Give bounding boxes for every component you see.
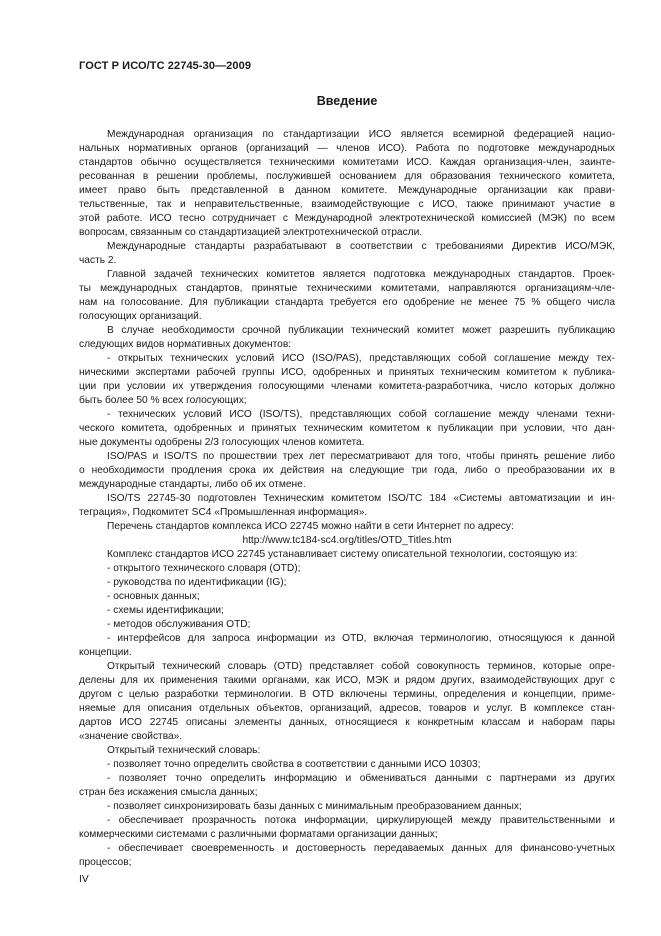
text-line: - технических условий ИСО (ISO/TS), представляющих собой соглашение между членами техни-: [107, 409, 615, 420]
text-line: Открытый технический словарь:: [107, 745, 261, 756]
text-line: - позволяет точно определить свойства в соответствии с данными ИСО 10303;: [107, 759, 481, 770]
text-line: - открытого технического словаря (OTD);: [107, 563, 301, 574]
text-line: делены для их применения такими органами, как ИСО, МЭК и рядом других, взаимодействующих друг с: [79, 675, 615, 686]
text-line: ции при условии их утверждения голосующими членами комитета-разработчика, число которых должно: [79, 381, 615, 392]
text-line: - руководства по идентификации (IG);: [107, 577, 287, 588]
text-line: - открытых технических условий ИСО (ISO/PAS), представляющих собой соглашение между тех-: [107, 353, 615, 364]
text-line: - методов обслуживания OTD;: [107, 619, 251, 630]
text-line: ISO/PAS и ISO/TS по прошествии трех лет пересматривают для того, чтобы принять решение либо: [107, 451, 615, 462]
text-line: http://www.tc184-sc4.org/titles/OTD_Titles.htm: [242, 535, 452, 546]
text-line: «значение свойства».: [79, 731, 183, 742]
text-line: теграция», Подкомитет SC4 «Промышленная информация».: [79, 507, 368, 518]
text-line: няемые для описания отдельных объектов, организаций, адресов, товаров и услуг. В комплексе стан-: [79, 703, 615, 714]
text-line: - основных данных;: [107, 591, 200, 602]
text-line: ческого комитета, одобренных и принятых техническим комитетом к публикации при условии, что дан-: [79, 423, 615, 434]
text-line: Открытый технический словарь (OTD) представляет собой совокупность терминов, которые опре-: [107, 661, 615, 672]
text-line: Международная организация по стандартизации ИСО является всемирной федерацией нацио-: [107, 129, 615, 140]
text-line: другом с целью разработки терминологии. В OTD включены термины, определения и концепции, приме-: [79, 689, 615, 700]
text-line: - позволяет синхронизировать базы данных с минимальным преобразованием данных;: [107, 801, 522, 812]
text-line: Перечень стандартов комплекса ИСО 22745 можно найти в сети Интернет по адресу:: [107, 521, 514, 532]
text-line: имеет право быть представленной в данном комитете. Международные организации как прави-: [79, 185, 615, 196]
text-line: международные стандарты, либо об их отмене.: [79, 479, 306, 490]
text-line: - обеспечивает прозрачность потока информации, циркулирующей между правительственными и: [107, 815, 615, 826]
text-line: ническими экспертами рабочей группы ИСО, одобренных и принятых техническим комитетом к публика-: [79, 367, 615, 378]
text-line: нальных нормативных органов (организаций — членов ИСО). Работа по подготовке международных: [79, 143, 615, 154]
text-line: ресованная в решении проблемы, послужившей основанием для образования технического комитета,: [79, 171, 615, 182]
text-line: стандартов обычно осуществляется техническими комитетами ИСО. Каждая организация-член, заинте-: [79, 157, 615, 168]
text-line: коммерческими системами с различными форматами организации данных;: [79, 829, 438, 840]
text-line: тельственные, так и неправительственные, взаимодействующие с ИСО, также принимают участие в: [79, 199, 615, 210]
text-line: Главной задачей технических комитетов является подготовка международных стандартов. Проек-: [107, 269, 615, 280]
text-line: - схемы идентификации;: [107, 605, 224, 616]
text-line: дартов ИСО 22745 описаны элементы данных, относящиеся к конкретным классам и наборам пары: [79, 717, 615, 728]
text-line: о необходимости продления срока их действия на следующие три года, либо о преобразовании их в: [79, 465, 615, 476]
text-line: - обеспечивает своевременность и достоверность передаваемых данных для финансово-учетных: [107, 843, 615, 854]
text-line: часть 2.: [79, 255, 117, 266]
text-line: нам на голосование. Для публикации стандарта требуется его одобрение не менее 75 % общего числа: [79, 297, 615, 308]
section-title: Введение: [316, 94, 378, 108]
text-line: стран без искажения смысла данных;: [79, 787, 258, 798]
text-line: ISO/TS 22745-30 подготовлен Техническим комитетом ISO/TC 184 «Системы автоматизации и ин-: [107, 493, 615, 504]
text-line: Международные стандарты разрабатывают в соответствии с требованиями Директив ИСО/МЭК,: [107, 241, 615, 252]
text-line: голосующих организаций.: [79, 311, 202, 322]
text-line: следующих видов нормативных документов:: [79, 339, 292, 350]
text-line: этой работе. ИСО тесно сотрудничает с Международной электротехнической комиссией (МЭК) по всем: [79, 213, 615, 224]
text-line: ты международных стандартов, принятые техническими комитетами, направляются организациям-чле-: [79, 283, 615, 294]
text-line: быть более 50 % всех голосующих;: [79, 395, 247, 406]
text-line: - позволяет точно определить информацию и обмениваться данными с партнерами из других: [107, 773, 615, 784]
text-line: - интерфейсов для запроса информации из OTD, включая терминологию, относящуюся к данной: [107, 633, 615, 644]
text-line: вопросам, связанным со стандартизацией электротехнической отрасли.: [79, 227, 423, 238]
text-line: В случае необходимости срочной публикации технический комитет может разрешить публикацию: [107, 325, 615, 336]
text-line: ные документы одобрены 2/3 голосующих членов комитета.: [79, 437, 365, 448]
text-line: концепции.: [79, 647, 132, 658]
text-line: Комплекс стандартов ИСО 22745 устанавливает систему описательной технологии, состоящую из:: [107, 549, 578, 560]
document-header: ГОСТ Р ИСО/ТС 22745-30—2009: [79, 60, 252, 72]
page-number: IV: [79, 874, 89, 885]
text-line: процессов;: [79, 857, 132, 868]
